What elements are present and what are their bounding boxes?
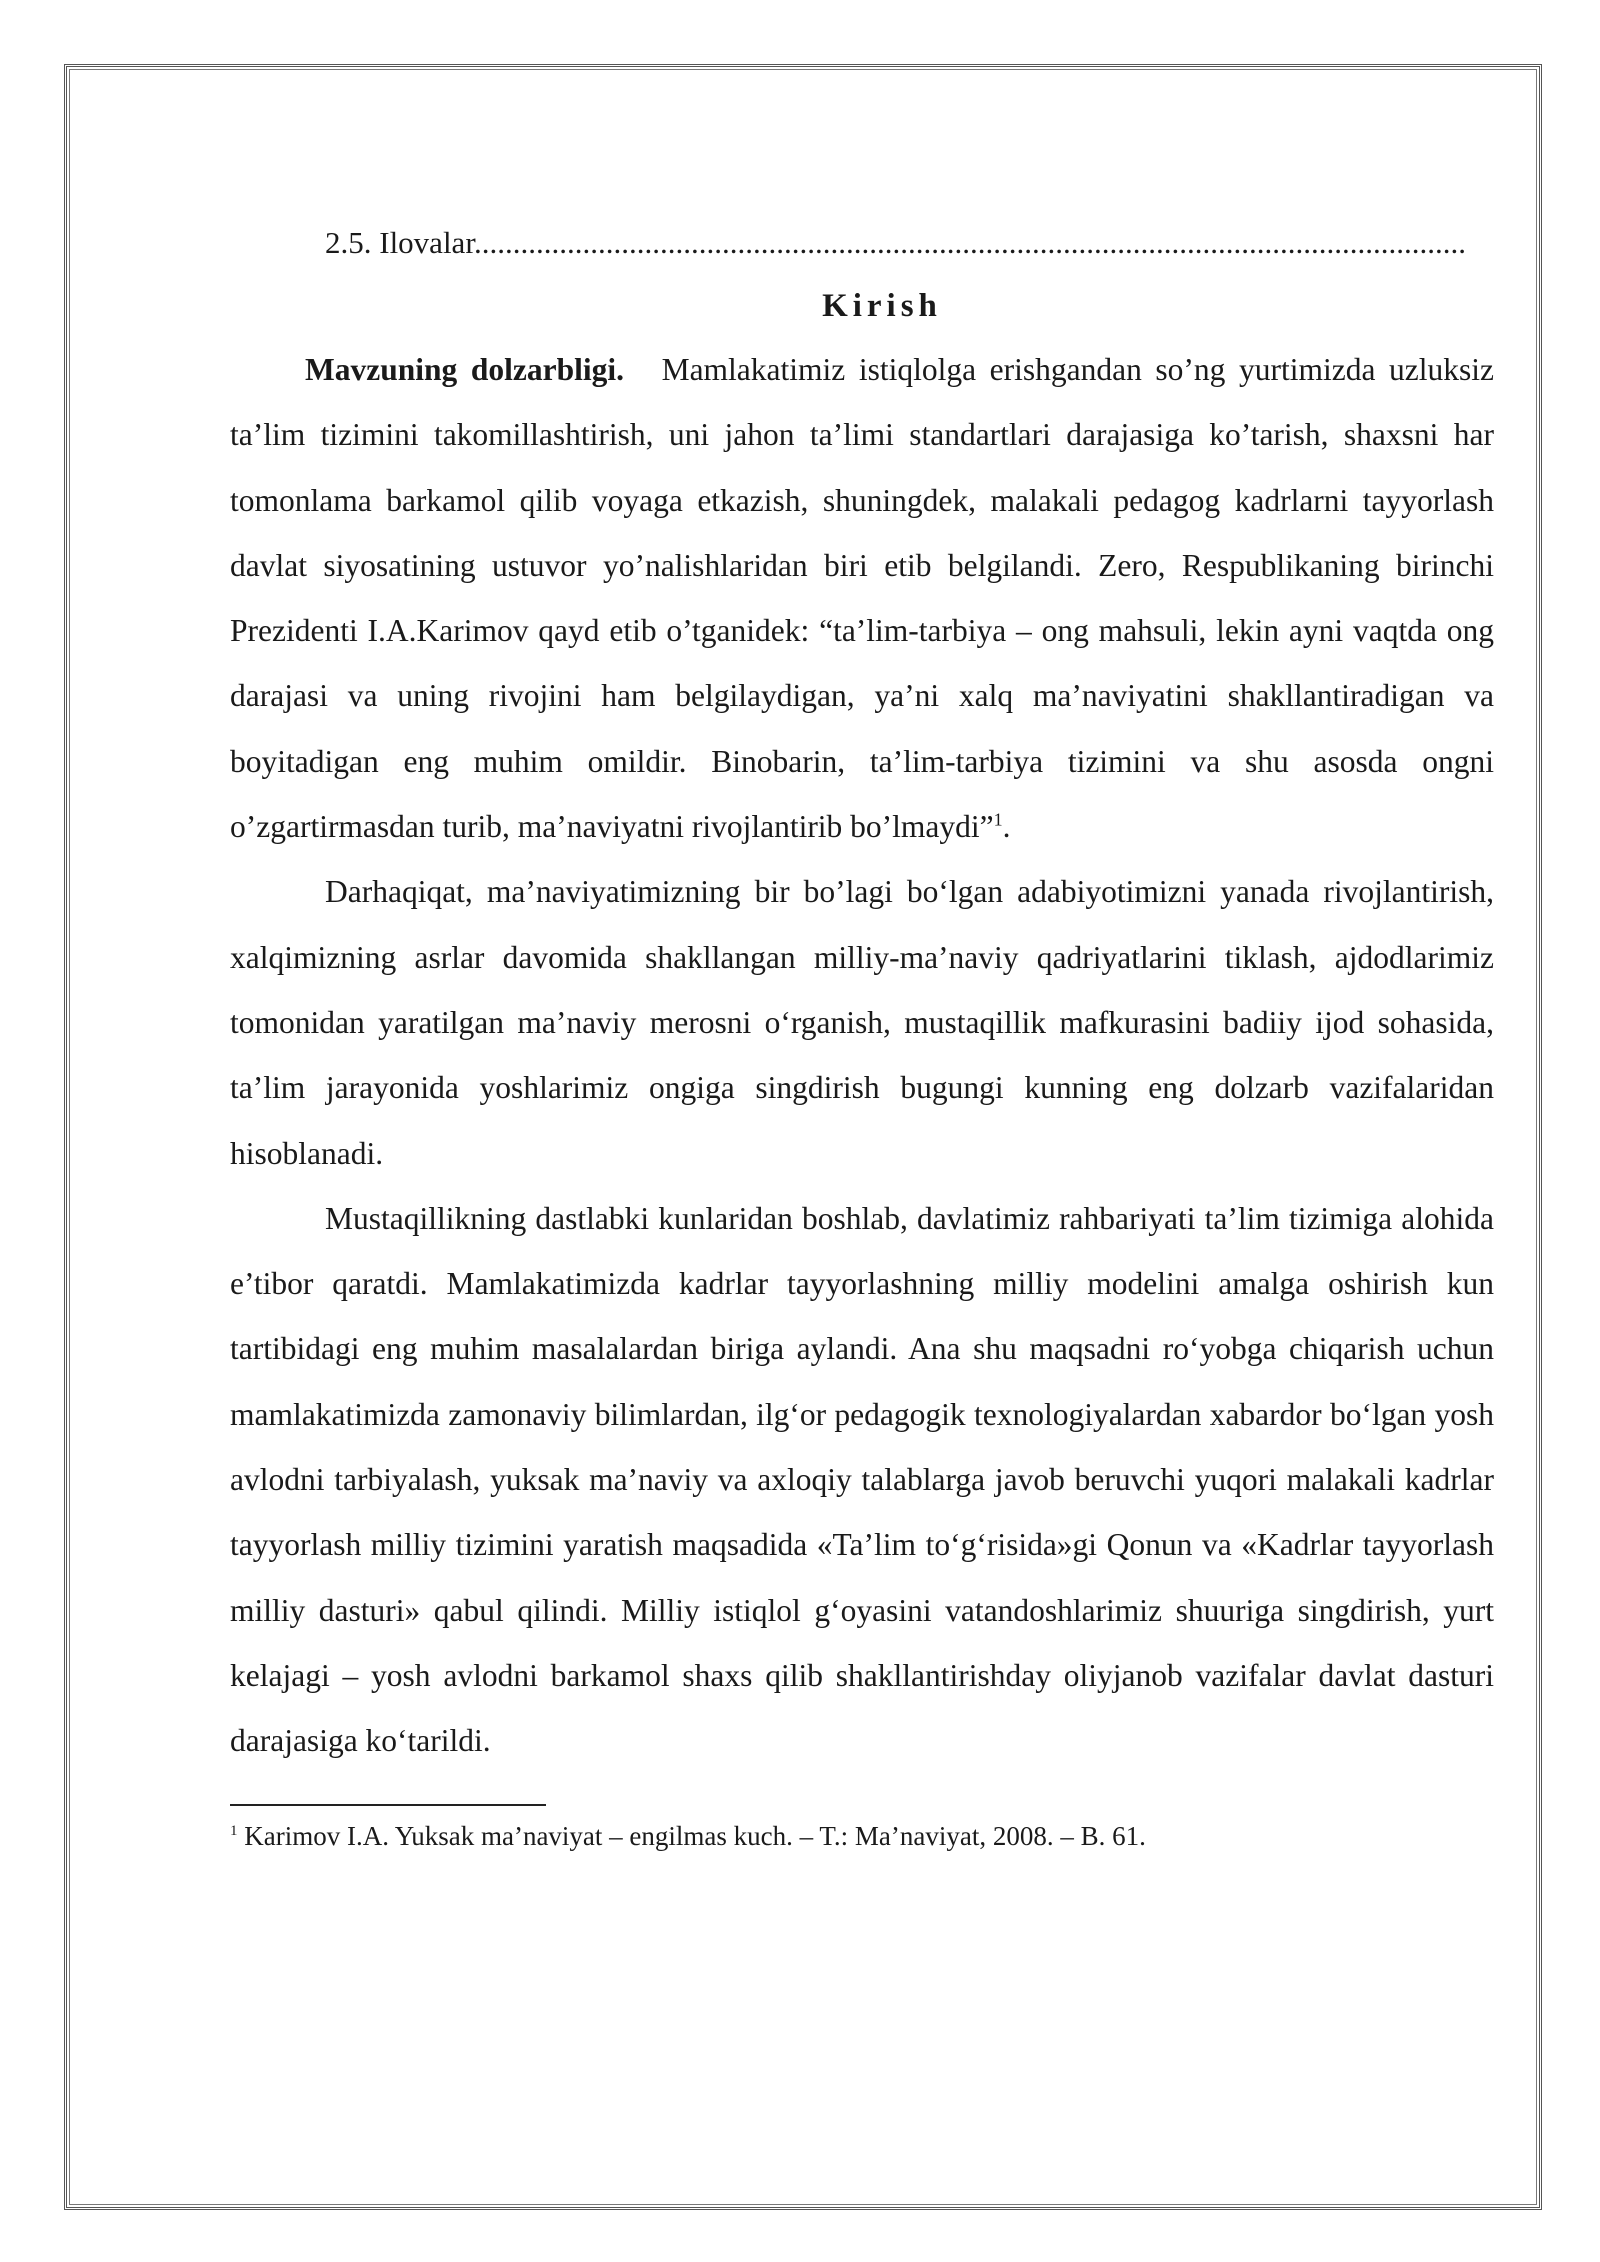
- footnote-mark: 1: [230, 1822, 238, 1839]
- section-heading: Kirish: [822, 288, 942, 324]
- footnote-ref: 1: [993, 809, 1003, 830]
- paragraph-1: [230, 337, 1494, 859]
- paragraph-1-end: .: [1002, 809, 1011, 845]
- toc-entry-label: 2.5. Ilovalar: [325, 225, 474, 260]
- document-body: [230, 210, 1494, 1858]
- toc-entry: [325, 210, 1494, 275]
- paragraph-1-text: Mamlakatimiz istiqlolga erishgandan so’ng yurtimizda uzluksiz ta’lim tizimini takomillashtirish, uni jahon ta’limi standartlari darajasiga ko’tarish, shaxsni har tomonlama barkamol qilib voyaga etkazish, shuningdek, malakali pedagog kadrlarni tayyorlash davlat siyosatining ustuvor yo’nalishlaridan biri etib belgilandi. Zero, Respublikaning birinchi Prezidenti I.A.Karimov qayd etib o’tganidek: “ta’lim-tarbiya – ong mahsuli, lekin ayni vaqtda ong darajasi va uning rivojini ham belgilaydigan, ya’ni xalq ma’naviyatini shakllantiradigan va boyitadigan eng muhim omildir. Binobarin, ta’lim-tarbiya tizimini va shu asosda ongni o’zgartirmasdan turib, ma’naviyatni rivojlantirib bo’lmaydi”: [230, 352, 1494, 845]
- footnote: [230, 1814, 1494, 1858]
- toc-dot-leader: ................................................................................................................................: [473, 225, 1466, 260]
- footnote-text: Karimov I.A. Yuksak ma’naviyat – engilmas kuch. – T.: Ma’naviyat, 2008. – B. 61.: [237, 1820, 1146, 1851]
- paragraph-2: Darhaqiqat, ma’naviyatimizning bir bo’lagi bo‘lgan adabiyotimizni yanada rivojlantirish, xalqimizning asrlar davomida shakllangan milliy-ma’naviy qadriyatlarini tiklash, ajdodlarimiz tomonidan yaratilgan ma’naviy merosni o‘rganish, mustaqillik mafkurasini badiiy ijod sohasida, ta’lim jarayonida yoshlarimiz ongiga singdirish bugungi kunning eng dolzarb vazifalaridan hisoblanadi.: [230, 874, 1494, 1171]
- footnote-separator: [230, 1804, 546, 1806]
- paragraph-3: Mustaqillikning dastlabki kunlaridan boshlab, davlatimiz rahbariyati ta’lim tizimiga alohida e’tibor qaratdi. Mamlakatimizda kadrlar tayyorlashning milliy modelini amalga oshirish kun tartibidagi eng muhim masalalardan biriga aylandi. Ana shu maqsadni ro‘yobga chiqarish uchun mamlakatimizda zamonaviy bilimlardan, ilg‘or pedagogik texnologiyalardan xabardor bo‘lgan yosh avlodni tarbiyalash, yuksak ma’naviy va axloqiy talablarga javob beruvchi yuqori malakali kadrlar tayyorlash milliy tizimini yaratish maqsadida «Ta’lim to‘g‘risida»gi Qonun va «Kadrlar tayyorlash milliy dasturi» qabul qilindi. Milliy istiqlol g‘oyasini vatandoshlarimiz shuuriga singdirish, yurt kelajagi – yosh avlodni barkamol shaxs qilib shakllantirishday oliyjanob vazifalar davlat dasturi darajasiga ko‘tarildi.: [230, 1200, 1494, 1759]
- paragraph-lead: Mavzuning dolzarbligi.: [305, 352, 624, 387]
